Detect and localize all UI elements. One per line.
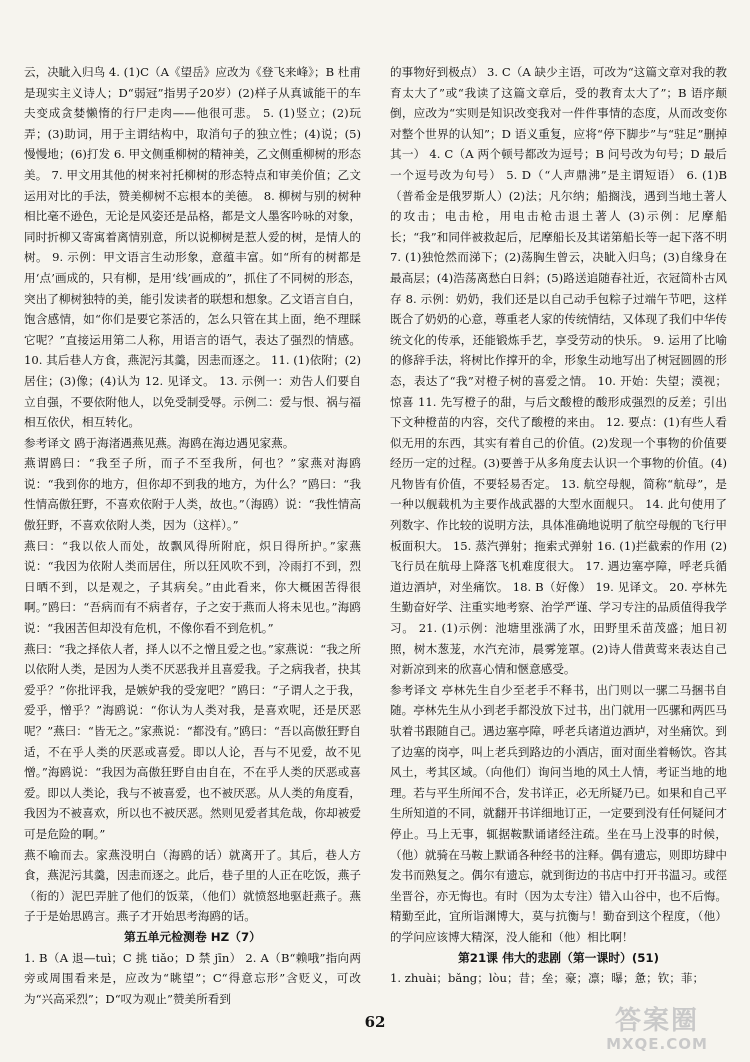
answer-paragraph: 参考译文 亭林先生自少至老手不释书，出门则以一骡二马捆书自随。亭林先生从小到老手都没放下过书，出门就用一匹骡和两匹马驮着书跟随自己。遇边塞亭障，呼老兵诸道边酒垆，对坐痛饮。到了边塞的岗亭，叫上老兵到路边的小酒店，面对面坐着畅饮。咨其风土，考其区域。（向他们）询问当地的风土人情，考证当地的地理。若与平生所闻不合，发书详正，必无所疑乃已。如果和自己平生所知道的不同，就翻开书详细地订正，一定要到没有任何疑问才停止。马上无事，辄据鞍默诵诸经注疏。坐在马上没事的时候，（他）就骑在马鞍上默诵各种经书的注释。偶有遗忘，则即坊肆中发书而熟复之。偶尔有遗忘，就到街边的书店中打开书温习。或徑坐晋谷，亦无悔也。有时（因为太专注）错入山谷中，也不后悔。精勤至此，宜所诣渊博大，莫与抗衡与！勤奋到这个程度，（他）的学问应该博大精深，没人能和（他）相比啊！ (390, 682, 727, 944)
answer-paragraph: 燕曰：“我以依人而处，故飘风得所附庇，炽日得所护。”家燕说：“我因为依附人类而居住，所以狂风吹不到，冷雨打不到，烈日晒不到，以是观之，子其病矣。”由此看来，你大概困苦得很啊。”鸥曰：“吾病而有不病者存，子之安于燕而人将未见也。”海鸥说：“我困苦但却没有危机，不像你看不到危机。” (24, 538, 361, 636)
answer-paragraph: 参考译文 鸥于海渚遇燕见燕。海鸥在海边遇见家燕。 (24, 435, 295, 450)
page-number: 62 (364, 1013, 386, 1031)
answer-paragraph: 燕谓鸥曰：“我至子所，而子不至我所，何也？”家燕对海鸥说：“我到你的地方，但你却不到我的地方，为什么？”鸥曰：“我性情高傲狂野，不喜欢依附于人类，故也。”（海鸥）说：“我性情高傲狂野，不喜欢依附人类，因为（这样）。” (24, 456, 361, 533)
section-heading: 第五单元检测卷 HZ（7） (124, 929, 261, 944)
left-column (24, 62, 361, 1009)
answer-paragraph: 的事物好到极点） 3. C（A 缺少主语，可改为“这篇文章对我的教育太大了”或“我读了这篇文章后，受的教育太大了”；B 语序颠倒，应改为“实则是知识改变我对一件件事情的态度，从而改变你对整个世界的认知”；D 语义重复，应将“停下脚步”与“驻足”删掉其一） 4. C（A 两个顿号都改为逗号；B 问号改为句号；D 最后一个逗号改为句号） 5. D（“人声鼎沸”是主谓短语） 6. (1)B（普希金是俄罗斯人）(2)法；凡尔纳；船搁浅，遇到当地土著人的攻击；电击枪，用电击枪击退土著人 (3)示例：尼摩船长；“我”和同伴被救起后，尼摩船长及其诺第船长等一起下落不明 7. (1)独怆然而涕下；(2)荡胸生曾云，决眦入归鸟；(3)自缘身在最高层；(4)浩荡离愁白日斜；(5)路送追随春社近，衣冠简朴古风存 8. 示例：奶奶，我们还是以自己动手包粽子过端午节吧，这样既合了奶奶的心意，尊重老人家的传统情结，又体现了我们中华传统文化的传承，还能锻炼手艺，享受劳动的快乐。 9. 运用了比喻的修辞手法，将树比作撑开的伞，形象生动地写出了树冠圆圆的形态，表达了“我”对橙子树的喜爱之情。 10. 开始：失望；漠视；惊喜 11. 先写橙子的甜，与后文酸橙的酸形成强烈的反差；引出下文种橙苗的内容，交代了酸橙的来由。 12. 要点：(1)有些人看似无用的东西，其实有着自己的价值。(2)发现一个事物的价值要经历一定的过程。(3)要善于从多角度去认识一个事物的价值。(4)凡物皆有价值，不要轻易否定。 13. 航空母舰，简称“航母”，是一种以舰载机为主要作战武器的大型水面舰只。 14. 此句使用了列数字、作比较的说明方法，具体准确地说明了航空母舰的飞行甲板面积大。 15. 蒸汽弹射；拖索式弹射 16. (1)拦截索的作用 (2)飞行员在航母上降落飞机难度很大。 17. 遇边塞亭障，呼老兵循道边酒垆，对坐痛饮。 18. B（好像） 19. 见译文。 20. 亭林先生勤奋好学、注重实地考察、治学严谨、学习专注的品质值得我学习。 21. (1)示例：池塘里涨满了水，田野里禾苗茂盛；旭日初照，树木葱茏，水汽充沛，晨雾笼罩。(2)诗人借黄莺来表达自己对新凉到来的欣喜心情和愜意感受。 (390, 65, 727, 677)
answer-paragraph: 1. B（A 退—tuì；C 挑 tiǎo；D 禁 jīn） 2. A（B“赖哦”指向两旁或周围看来是，应改为“眺望”；C“得意忘形”含贬义，可改为“兴高采烈”；D“叹为观止”赞美所看到 (24, 950, 361, 1006)
answer-paragraph: 燕不喻而去。家燕没明白（海鸥的话）就离开了。其后，巷人方食，燕泥污其羹，因恚而逐之。此后，巷子里的人正在吃饭，燕子（衔的）泥巴弄脏了他们的饭菜，（他们）就愤怒地驱赶燕子。燕子于是始思鸥言。燕子才开始思考海鸥的话。 (24, 847, 361, 924)
answer-paragraph: 云，决眦入归鸟 4. (1)C（A《望岳》应改为《登飞来峰》；B 杜甫是现实主义诗人；D“弱冠”指男子20岁）(2)样子从真诚能干的车夫变成贪婪懒惰的行尸走肉——他很可悲。 5. (1)竖立；(2)玩弄；(3)助词，用于主谓结构中，取消句子的独立性；(4)说；(5)慢慢地；(6)打发 6. 甲文侧重柳树的精神美，乙文侧重柳树的形态美。 7. 甲文用其他的树来衬托柳树的形态特点和审美价值；乙文运用对比的手法，赞美柳树不忘根本的美德。 8. 柳树与别的树种相比毫不逊色，无论是风姿还是品格，都是文人墨客吟咏的对象，同时折柳又寄寓着离情别意，所以说柳树是惹人爱的树，是情人的树。 9. 示例：甲文语言生动形象，意蕴丰富。如“所有的树都是用‘点’画成的，只有柳，是用‘线’画成的”，抓住了不同树的形态，突出了柳树独特的美，能引发读者的联想和想象。乙文语言自白，饱含感情，如“你们是要它茶活的，怎么只管在其上面，绝不理睬它呢？”直接运用第二人称，用语言的语气，表达了强烈的情感。 10. 其后巷人方食，燕泥污其羹，因恚而逐之。 11. (1)依附；(2)居住；(3)像；(4)认为 12. 见译文。 13. 示例一：劝告人们要自立自强，不要依附他人，以免受制受辱。示例二：爱与恨、祸与福相互依伏，相互转化。 (24, 65, 361, 430)
answer-paragraph: 燕曰：“我之择依人者，择人以不之憎且爱之也。”家燕说：“我之所以依附人类，是因为人类不厌恶我并且喜爱我。子之病我者，抉其爱乎？”你批评我，是嫉妒我的受宠吧？”鸥曰：“子谓人之于我，爱乎，憎乎？”海鸥说：“你认为人类对我，是喜欢呢，还是厌恶呢？”燕曰：“皆无之。”家燕说：“都没有。”鸥曰：“吾以高傲狂野自适，不在乎人类的厌恶或喜爱。即以人论，吾与不见爱，故不见憎。”海鸥说：“我因为高傲狂野自由自在，不在乎人类的厌恶或喜爱。即以人类论，我与不被喜爱，也不被厌恶。从人类的角度看，我因为不被喜欢，所以也不被厌恶。然则见爱者其危哉，你却被爱可是危险的啊。” (24, 641, 361, 841)
right-column (390, 62, 727, 989)
watermark-logo: 答案圈 MXQE.COM (606, 1006, 708, 1053)
answer-paragraph: 1. zhuài；bǎng；lòu；昔；垒；豪；凛；曝；惫；钦；菲； (390, 971, 705, 986)
section-heading: 第21课 伟大的悲剧（第一课时）(51) (457, 950, 660, 965)
